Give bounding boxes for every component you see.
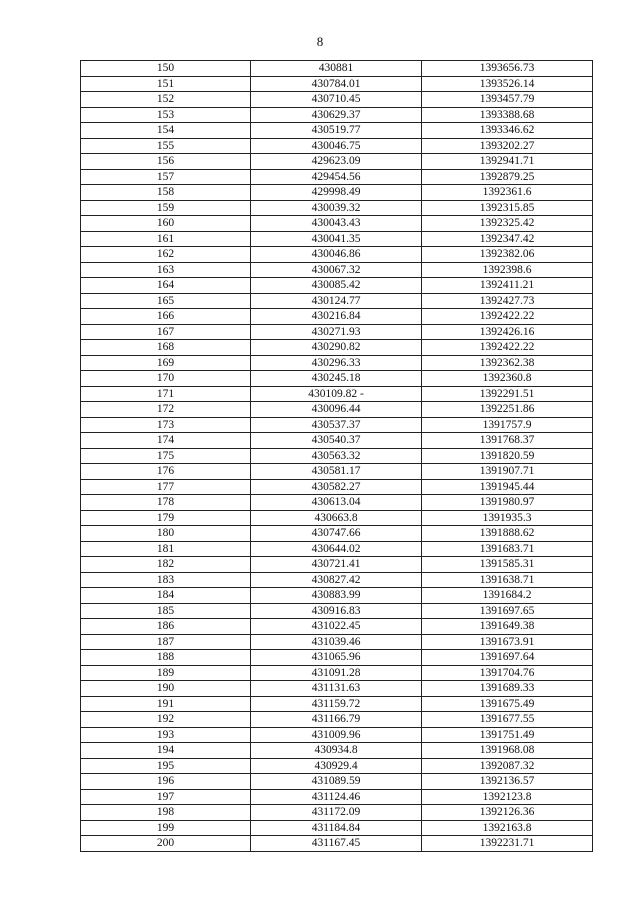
y-coordinate-cell: 1392426.16 bbox=[422, 324, 593, 340]
x-coordinate-cell: 430784.01 bbox=[251, 76, 422, 92]
x-coordinate-cell: 431159.72 bbox=[251, 696, 422, 712]
point-number-cell: 181 bbox=[81, 541, 251, 557]
x-coordinate-cell: 430581.17 bbox=[251, 464, 422, 480]
point-number-cell: 151 bbox=[81, 76, 251, 92]
y-coordinate-cell: 1392087.32 bbox=[422, 758, 593, 774]
y-coordinate-cell: 1391649.38 bbox=[422, 619, 593, 635]
table-row bbox=[81, 836, 593, 852]
x-coordinate-cell: 429454.56 bbox=[251, 169, 422, 185]
x-coordinate-cell: 430290.82 bbox=[251, 340, 422, 356]
y-coordinate-cell: 1391684.2 bbox=[422, 588, 593, 604]
table-row bbox=[81, 510, 593, 526]
coordinates-table bbox=[80, 60, 593, 852]
x-coordinate-cell: 430043.43 bbox=[251, 216, 422, 232]
x-coordinate-cell: 429998.49 bbox=[251, 185, 422, 201]
table-row bbox=[81, 76, 593, 92]
y-coordinate-cell: 1392411.21 bbox=[422, 278, 593, 294]
point-number-cell: 187 bbox=[81, 634, 251, 650]
point-number-cell: 188 bbox=[81, 650, 251, 666]
point-number-cell: 154 bbox=[81, 123, 251, 139]
x-coordinate-cell: 430096.44 bbox=[251, 402, 422, 418]
x-coordinate-cell: 431131.63 bbox=[251, 681, 422, 697]
x-coordinate-cell: 430827.42 bbox=[251, 572, 422, 588]
point-number-cell: 176 bbox=[81, 464, 251, 480]
point-number-cell: 184 bbox=[81, 588, 251, 604]
point-number-cell: 199 bbox=[81, 820, 251, 836]
point-number-cell: 161 bbox=[81, 231, 251, 247]
x-coordinate-cell: 430046.86 bbox=[251, 247, 422, 263]
table-row bbox=[81, 231, 593, 247]
table-row bbox=[81, 262, 593, 278]
table-row bbox=[81, 820, 593, 836]
y-coordinate-cell: 1392361.6 bbox=[422, 185, 593, 201]
table-row bbox=[81, 758, 593, 774]
point-number-cell: 193 bbox=[81, 727, 251, 743]
point-number-cell: 182 bbox=[81, 557, 251, 573]
point-number-cell: 195 bbox=[81, 758, 251, 774]
table-row bbox=[81, 185, 593, 201]
x-coordinate-cell: 430881 bbox=[251, 61, 422, 77]
y-coordinate-cell: 1391638.71 bbox=[422, 572, 593, 588]
table-row bbox=[81, 464, 593, 480]
y-coordinate-cell: 1392360.8 bbox=[422, 371, 593, 387]
x-coordinate-cell: 430710.45 bbox=[251, 92, 422, 108]
x-coordinate-cell: 431039.46 bbox=[251, 634, 422, 650]
y-coordinate-cell: 1391704.76 bbox=[422, 665, 593, 681]
y-coordinate-cell: 1393202.27 bbox=[422, 138, 593, 154]
point-number-cell: 175 bbox=[81, 448, 251, 464]
table-row bbox=[81, 681, 593, 697]
table-row bbox=[81, 138, 593, 154]
point-number-cell: 162 bbox=[81, 247, 251, 263]
point-number-cell: 157 bbox=[81, 169, 251, 185]
x-coordinate-cell: 430245.18 bbox=[251, 371, 422, 387]
y-coordinate-cell: 1391768.37 bbox=[422, 433, 593, 449]
table-row bbox=[81, 650, 593, 666]
point-number-cell: 197 bbox=[81, 789, 251, 805]
point-number-cell: 191 bbox=[81, 696, 251, 712]
table-row bbox=[81, 169, 593, 185]
x-coordinate-cell: 430934.8 bbox=[251, 743, 422, 759]
y-coordinate-cell: 1391757.9 bbox=[422, 417, 593, 433]
point-number-cell: 171 bbox=[81, 386, 251, 402]
table-row bbox=[81, 278, 593, 294]
y-coordinate-cell: 1392398.6 bbox=[422, 262, 593, 278]
x-coordinate-cell: 430747.66 bbox=[251, 526, 422, 542]
point-number-cell: 186 bbox=[81, 619, 251, 635]
x-coordinate-cell: 431009.96 bbox=[251, 727, 422, 743]
point-number-cell: 196 bbox=[81, 774, 251, 790]
x-coordinate-cell: 430721.41 bbox=[251, 557, 422, 573]
x-coordinate-cell: 430124.77 bbox=[251, 293, 422, 309]
y-coordinate-cell: 1392291.51 bbox=[422, 386, 593, 402]
x-coordinate-cell: 431124.46 bbox=[251, 789, 422, 805]
y-coordinate-cell: 1391697.64 bbox=[422, 650, 593, 666]
y-coordinate-cell: 1392126.36 bbox=[422, 805, 593, 821]
y-coordinate-cell: 1391683.71 bbox=[422, 541, 593, 557]
y-coordinate-cell: 1391697.65 bbox=[422, 603, 593, 619]
table-row bbox=[81, 355, 593, 371]
point-number-cell: 180 bbox=[81, 526, 251, 542]
point-number-cell: 153 bbox=[81, 107, 251, 123]
point-number-cell: 173 bbox=[81, 417, 251, 433]
point-number-cell: 194 bbox=[81, 743, 251, 759]
point-number-cell: 165 bbox=[81, 293, 251, 309]
y-coordinate-cell: 1391945.44 bbox=[422, 479, 593, 495]
y-coordinate-cell: 1392251.86 bbox=[422, 402, 593, 418]
y-coordinate-cell: 1391673.91 bbox=[422, 634, 593, 650]
table-row bbox=[81, 541, 593, 557]
y-coordinate-cell: 1392163.8 bbox=[422, 820, 593, 836]
x-coordinate-cell: 430271.93 bbox=[251, 324, 422, 340]
y-coordinate-cell: 1392382.06 bbox=[422, 247, 593, 263]
table-row bbox=[81, 154, 593, 170]
table-row bbox=[81, 324, 593, 340]
x-coordinate-cell: 430916.83 bbox=[251, 603, 422, 619]
table-row bbox=[81, 789, 593, 805]
point-number-cell: 189 bbox=[81, 665, 251, 681]
x-coordinate-cell: 430883.99 bbox=[251, 588, 422, 604]
y-coordinate-cell: 1392362.38 bbox=[422, 355, 593, 371]
y-coordinate-cell: 1391980.97 bbox=[422, 495, 593, 511]
y-coordinate-cell: 1391820.59 bbox=[422, 448, 593, 464]
table-row bbox=[81, 200, 593, 216]
point-number-cell: 167 bbox=[81, 324, 251, 340]
y-coordinate-cell: 1392123.8 bbox=[422, 789, 593, 805]
x-coordinate-cell: 430629.37 bbox=[251, 107, 422, 123]
x-coordinate-cell: 430039.32 bbox=[251, 200, 422, 216]
table-row bbox=[81, 92, 593, 108]
point-number-cell: 172 bbox=[81, 402, 251, 418]
point-number-cell: 185 bbox=[81, 603, 251, 619]
x-coordinate-cell: 430216.84 bbox=[251, 309, 422, 325]
x-coordinate-cell: 430563.32 bbox=[251, 448, 422, 464]
y-coordinate-cell: 1392422.22 bbox=[422, 309, 593, 325]
point-number-cell: 156 bbox=[81, 154, 251, 170]
table-row bbox=[81, 572, 593, 588]
table-row bbox=[81, 340, 593, 356]
point-number-cell: 183 bbox=[81, 572, 251, 588]
y-coordinate-cell: 1392325.42 bbox=[422, 216, 593, 232]
table-row bbox=[81, 293, 593, 309]
point-number-cell: 179 bbox=[81, 510, 251, 526]
table-row bbox=[81, 665, 593, 681]
point-number-cell: 150 bbox=[81, 61, 251, 77]
table-row bbox=[81, 526, 593, 542]
y-coordinate-cell: 1392347.42 bbox=[422, 231, 593, 247]
x-coordinate-cell: 431172.09 bbox=[251, 805, 422, 821]
x-coordinate-cell: 430613.04 bbox=[251, 495, 422, 511]
x-coordinate-cell: 430663.8 bbox=[251, 510, 422, 526]
x-coordinate-cell: 430067.32 bbox=[251, 262, 422, 278]
y-coordinate-cell: 1391751.49 bbox=[422, 727, 593, 743]
point-number-cell: 166 bbox=[81, 309, 251, 325]
y-coordinate-cell: 1392941.71 bbox=[422, 154, 593, 170]
table-row bbox=[81, 386, 593, 402]
y-coordinate-cell: 1391585.31 bbox=[422, 557, 593, 573]
x-coordinate-cell: 430046.75 bbox=[251, 138, 422, 154]
x-coordinate-cell: 429623.09 bbox=[251, 154, 422, 170]
table-row bbox=[81, 123, 593, 139]
point-number-cell: 198 bbox=[81, 805, 251, 821]
point-number-cell: 159 bbox=[81, 200, 251, 216]
point-number-cell: 163 bbox=[81, 262, 251, 278]
y-coordinate-cell: 1392422.22 bbox=[422, 340, 593, 356]
table-row bbox=[81, 805, 593, 821]
table-row bbox=[81, 309, 593, 325]
x-coordinate-cell: 430519.77 bbox=[251, 123, 422, 139]
x-coordinate-cell: 431022.45 bbox=[251, 619, 422, 635]
x-coordinate-cell: 431065.96 bbox=[251, 650, 422, 666]
x-coordinate-cell: 430109.82 - bbox=[251, 386, 422, 402]
table-row bbox=[81, 743, 593, 759]
point-number-cell: 192 bbox=[81, 712, 251, 728]
y-coordinate-cell: 1391888.62 bbox=[422, 526, 593, 542]
x-coordinate-cell: 431167.45 bbox=[251, 836, 422, 852]
y-coordinate-cell: 1393457.79 bbox=[422, 92, 593, 108]
table-row bbox=[81, 479, 593, 495]
y-coordinate-cell: 1393656.73 bbox=[422, 61, 593, 77]
y-coordinate-cell: 1391675.49 bbox=[422, 696, 593, 712]
table-row bbox=[81, 247, 593, 263]
table-row bbox=[81, 107, 593, 123]
table-row bbox=[81, 402, 593, 418]
point-number-cell: 169 bbox=[81, 355, 251, 371]
point-number-cell: 177 bbox=[81, 479, 251, 495]
point-number-cell: 168 bbox=[81, 340, 251, 356]
table-row bbox=[81, 588, 593, 604]
point-number-cell: 170 bbox=[81, 371, 251, 387]
table-row bbox=[81, 603, 593, 619]
y-coordinate-cell: 1393388.68 bbox=[422, 107, 593, 123]
point-number-cell: 164 bbox=[81, 278, 251, 294]
page-number: 8 bbox=[316, 34, 324, 49]
point-number-cell: 174 bbox=[81, 433, 251, 449]
x-coordinate-cell: 430041.35 bbox=[251, 231, 422, 247]
table-row bbox=[81, 634, 593, 650]
x-coordinate-cell: 431089.59 bbox=[251, 774, 422, 790]
table-row bbox=[81, 61, 593, 77]
point-number-cell: 160 bbox=[81, 216, 251, 232]
x-coordinate-cell: 431184.84 bbox=[251, 820, 422, 836]
point-number-cell: 190 bbox=[81, 681, 251, 697]
table-row bbox=[81, 619, 593, 635]
y-coordinate-cell: 1392427.73 bbox=[422, 293, 593, 309]
y-coordinate-cell: 1393346.62 bbox=[422, 123, 593, 139]
x-coordinate-cell: 430537.37 bbox=[251, 417, 422, 433]
y-coordinate-cell: 1391935.3 bbox=[422, 510, 593, 526]
table-row bbox=[81, 712, 593, 728]
table-row bbox=[81, 495, 593, 511]
table-row bbox=[81, 696, 593, 712]
y-coordinate-cell: 1391677.55 bbox=[422, 712, 593, 728]
table-row bbox=[81, 216, 593, 232]
x-coordinate-cell: 430929.4 bbox=[251, 758, 422, 774]
y-coordinate-cell: 1392315.85 bbox=[422, 200, 593, 216]
y-coordinate-cell: 1391907.71 bbox=[422, 464, 593, 480]
table-row bbox=[81, 774, 593, 790]
table-row bbox=[81, 448, 593, 464]
table-row bbox=[81, 727, 593, 743]
x-coordinate-cell: 430296.33 bbox=[251, 355, 422, 371]
y-coordinate-cell: 1393526.14 bbox=[422, 76, 593, 92]
table-row bbox=[81, 433, 593, 449]
point-number-cell: 152 bbox=[81, 92, 251, 108]
coordinates-table-body bbox=[81, 61, 593, 852]
y-coordinate-cell: 1392231.71 bbox=[422, 836, 593, 852]
y-coordinate-cell: 1392136.57 bbox=[422, 774, 593, 790]
y-coordinate-cell: 1391968.08 bbox=[422, 743, 593, 759]
table-row bbox=[81, 371, 593, 387]
table-row bbox=[81, 417, 593, 433]
y-coordinate-cell: 1391689.33 bbox=[422, 681, 593, 697]
table-row bbox=[81, 557, 593, 573]
x-coordinate-cell: 431091.28 bbox=[251, 665, 422, 681]
point-number-cell: 155 bbox=[81, 138, 251, 154]
x-coordinate-cell: 430644.02 bbox=[251, 541, 422, 557]
x-coordinate-cell: 430582.27 bbox=[251, 479, 422, 495]
point-number-cell: 178 bbox=[81, 495, 251, 511]
x-coordinate-cell: 430540.37 bbox=[251, 433, 422, 449]
y-coordinate-cell: 1392879.25 bbox=[422, 169, 593, 185]
point-number-cell: 158 bbox=[81, 185, 251, 201]
x-coordinate-cell: 430085.42 bbox=[251, 278, 422, 294]
point-number-cell: 200 bbox=[81, 836, 251, 852]
x-coordinate-cell: 431166.79 bbox=[251, 712, 422, 728]
